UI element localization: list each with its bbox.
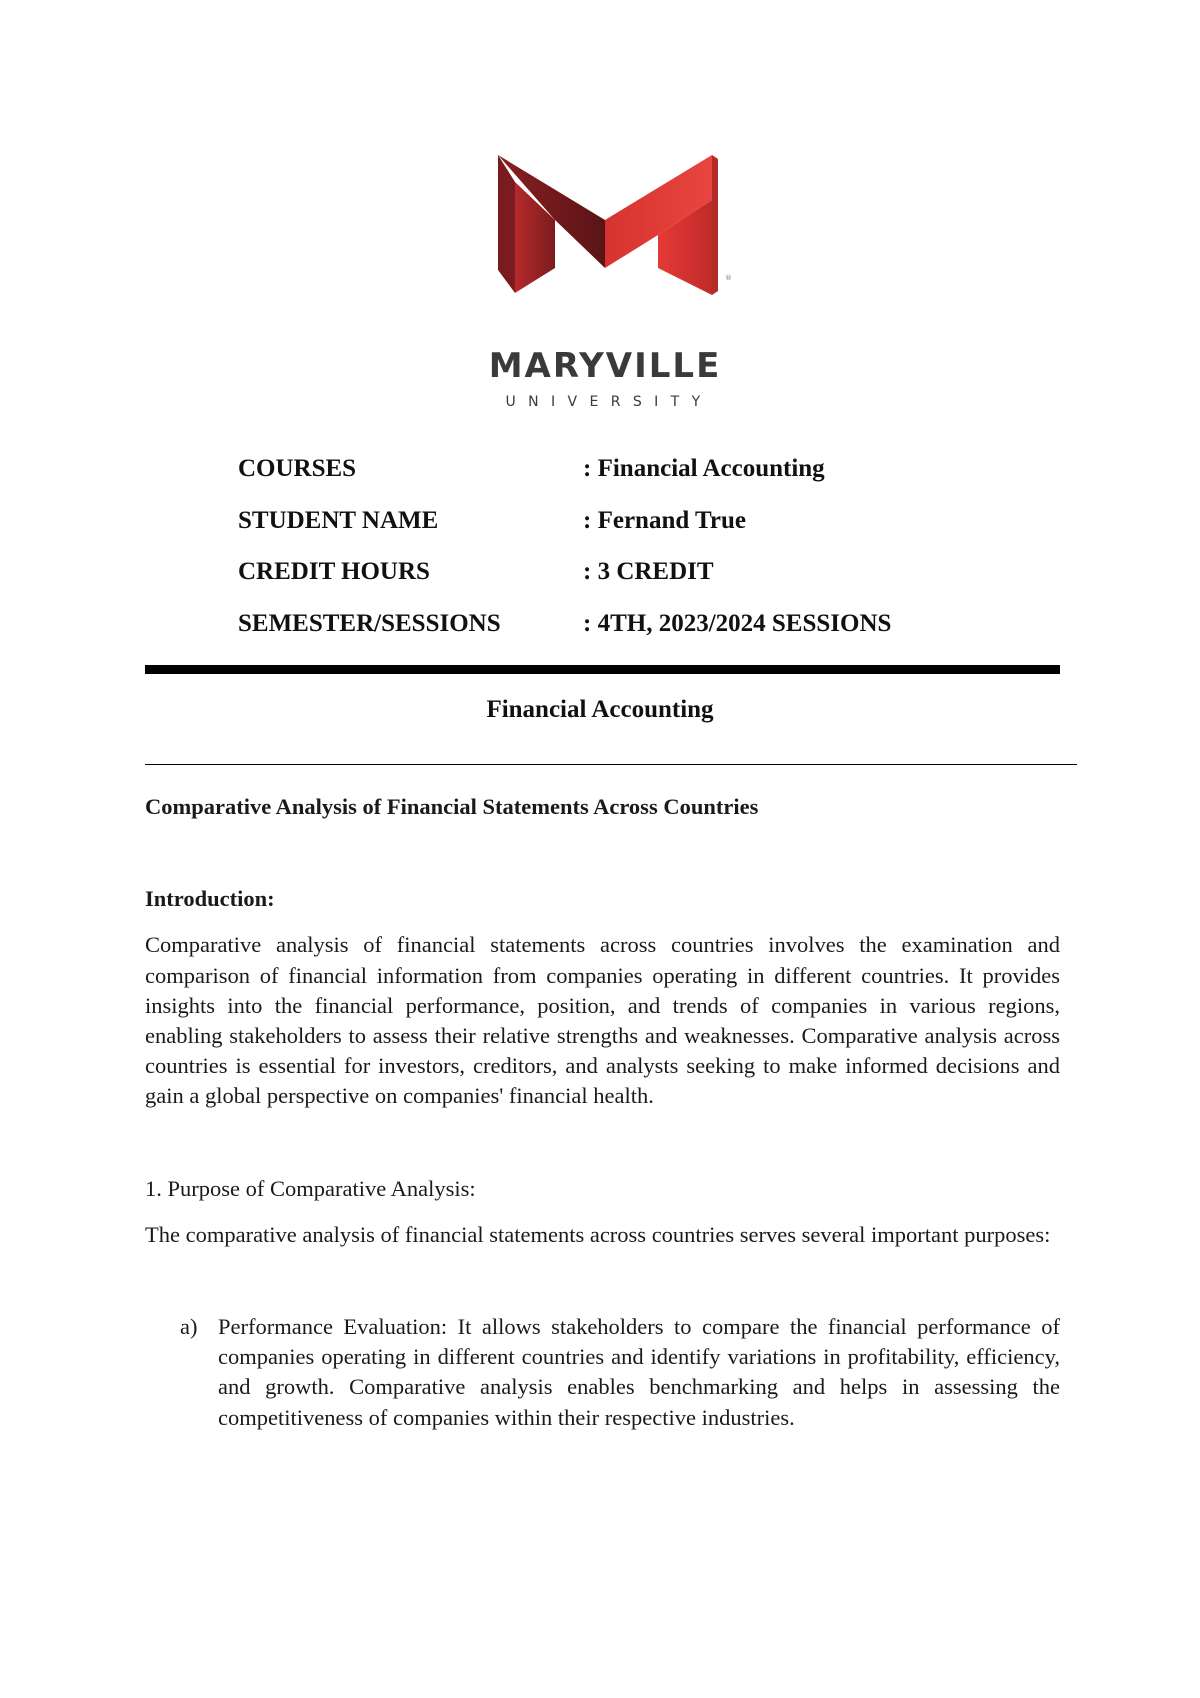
info-value: : Fernand True	[583, 506, 746, 534]
purpose-list	[145, 1312, 1060, 1433]
course-info-table	[238, 455, 998, 661]
document-subtitle: Comparative Analysis of Financial Statements Across Countries	[145, 794, 759, 819]
info-row-semester	[238, 610, 998, 662]
section-1-heading: 1. Purpose of Comparative Analysis:	[145, 1175, 476, 1201]
section-1-paragraph: The comparative analysis of financial statements across countries serves several important purposes:	[145, 1221, 1051, 1247]
info-key: CREDIT HOURS	[238, 558, 430, 585]
list-marker-wrap	[145, 1312, 218, 1433]
info-key: SEMESTER/SESSIONS	[238, 609, 501, 637]
logo-subtitle: UNIVERSITY	[505, 394, 713, 410]
logo-wordmark: MARYVILLE	[488, 346, 722, 386]
list-item-text: Performance Evaluation: It allows stakeholders to compare the financial performance of companies operating in different countries and identify variations in profitability, efficiency, and growth. Comparative analysis enables benchmarking and helps in assessing the competitiveness of companies within their respective industries.	[218, 1314, 1060, 1430]
document-body	[145, 792, 1060, 1433]
info-row-credit-hours	[238, 558, 998, 610]
maryville-logo	[470, 150, 740, 440]
info-row-courses	[238, 455, 998, 507]
list-item	[145, 1312, 1060, 1433]
list-marker: a)	[180, 1314, 198, 1340]
svg-text:®: ®	[725, 274, 732, 282]
info-row-student-name	[238, 507, 998, 559]
info-value: : 3 CREDIT	[583, 558, 714, 585]
info-key: COURSES	[238, 455, 357, 482]
thick-divider	[145, 665, 1060, 674]
info-value: : 4TH, 2023/2024 SESSIONS	[583, 609, 892, 637]
intro-paragraph: Comparative analysis of financial statements across countries involves the examination and comparison of financial information from companies operating in different countries. It provides insights into the financial performance, position, and trends of companies in various regions, enabling stakeholders to assess their relative strengths and weaknesses. Comparative analysis across countries is essential for investors, creditors, and analysts seeking to make informed decisions and gain a global perspective on companies' financial health.	[145, 932, 1060, 1109]
info-value: : Financial Accounting	[583, 455, 825, 482]
m-logo-icon	[470, 150, 740, 340]
spacer	[145, 1112, 1060, 1174]
intro-heading: Introduction:	[145, 886, 275, 912]
m-right-edge	[712, 155, 718, 295]
info-key: STUDENT NAME	[238, 506, 439, 534]
document-title: Financial Accounting	[486, 696, 714, 723]
thin-divider	[145, 764, 1077, 765]
m-left-edge	[498, 155, 515, 293]
